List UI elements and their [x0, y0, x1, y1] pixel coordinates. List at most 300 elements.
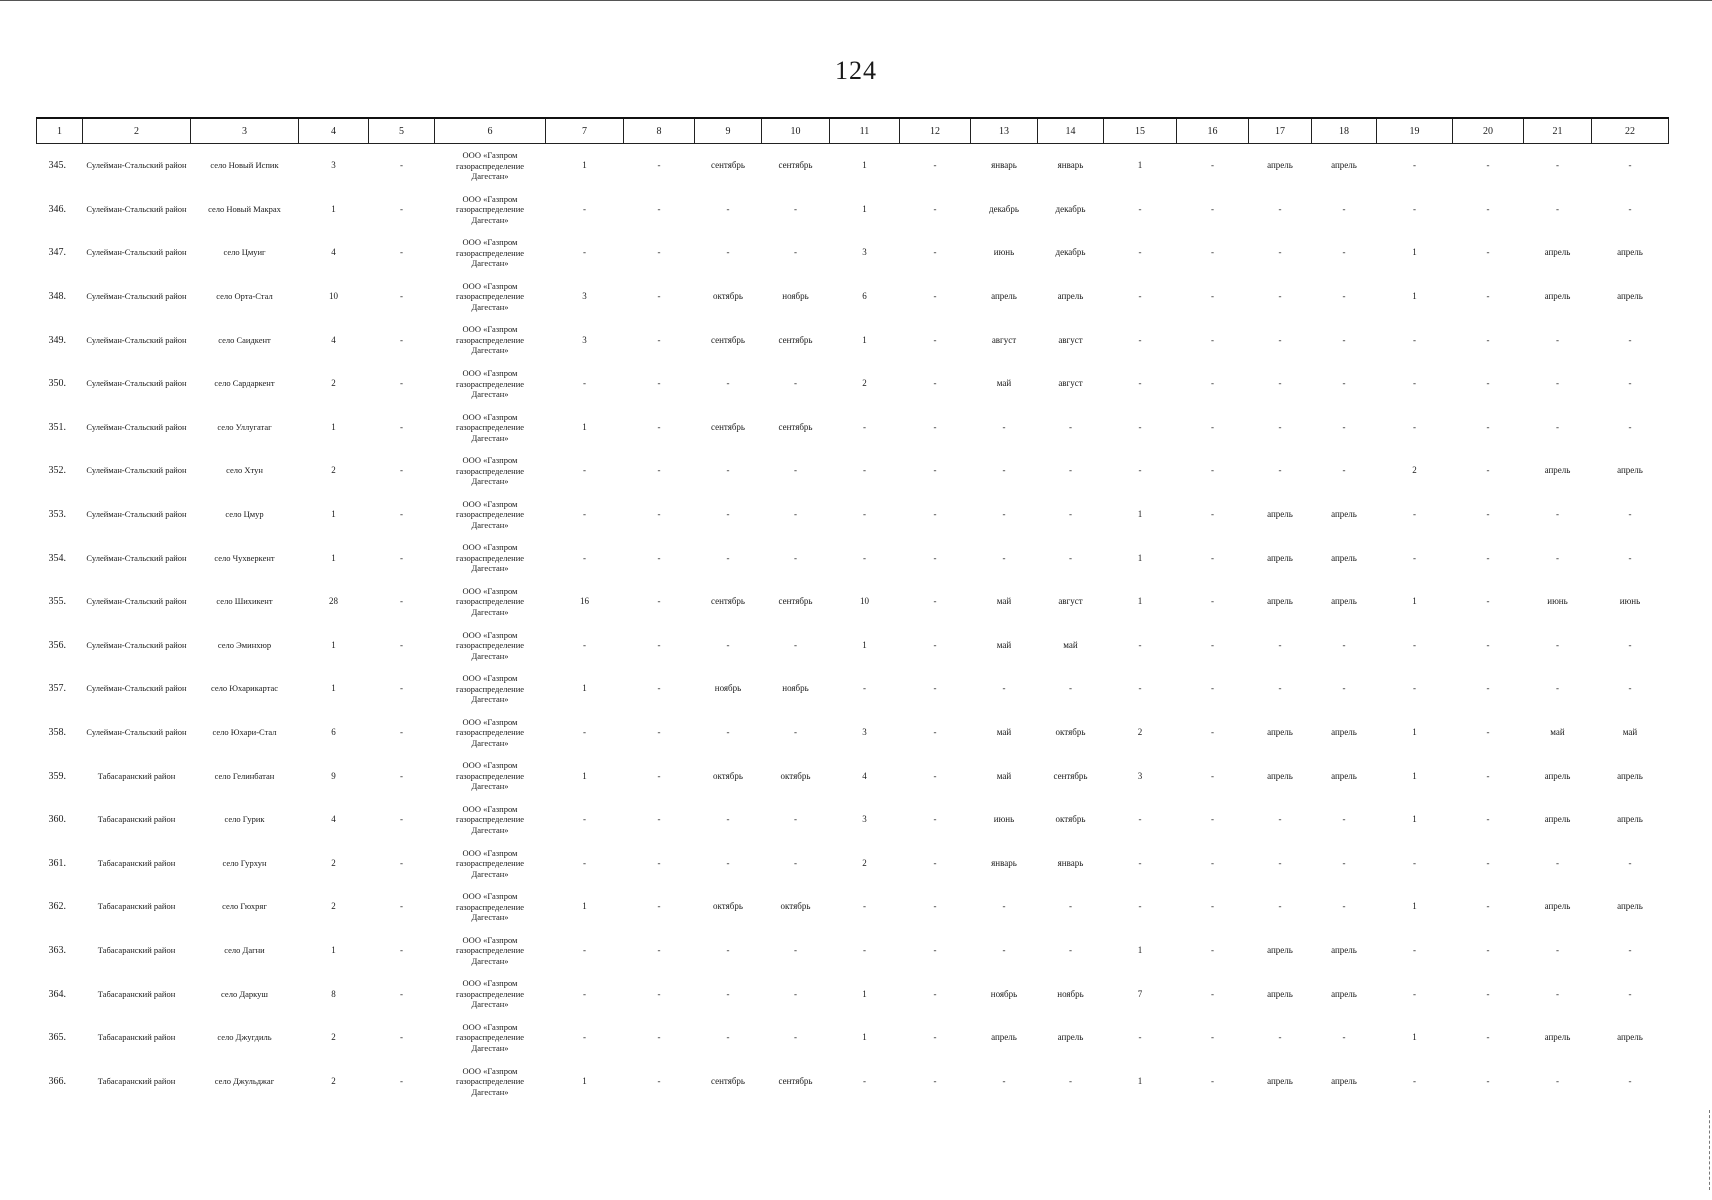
cell-col-20: -: [1486, 814, 1490, 825]
cell-col-12: -: [933, 944, 937, 955]
cell-col-16: -: [1211, 988, 1214, 999]
cell-col-18: -: [1342, 857, 1346, 868]
cell-col-1: 352.: [48, 465, 66, 477]
cell-col-7: -: [583, 1032, 586, 1043]
cell-col-14: -: [1069, 465, 1072, 476]
cell-col-4: 1: [331, 203, 336, 214]
cell-col-15: -: [1138, 465, 1142, 476]
cell-col-13: -: [1002, 683, 1006, 694]
cell-col-11: -: [863, 552, 866, 563]
cell-col-9: октябрь: [713, 291, 743, 302]
cell-col-9: октябрь: [713, 770, 743, 781]
cell-col-1: 357.: [48, 683, 66, 695]
cell-col-13: -: [1002, 509, 1006, 520]
cell-col-8: -: [657, 901, 661, 912]
cell-col-15: -: [1138, 814, 1142, 825]
cell-col-9: сентябрь: [710, 596, 746, 607]
top-scan-edge: [0, 0, 1712, 3]
cell-col-15: -: [1138, 683, 1142, 694]
cell-col-13: май: [996, 639, 1012, 650]
column-header-3: 3: [191, 118, 299, 144]
cell-col-20: -: [1486, 988, 1490, 999]
cell-col-9: сентябрь: [710, 160, 746, 171]
cell-col-4: 2: [331, 1075, 336, 1086]
cell-col-2: Сулейман-Стальский район: [86, 378, 187, 389]
cell-col-21: -: [1556, 683, 1559, 694]
cell-col-15: 7: [1137, 988, 1143, 999]
cell-col-6: ООО «Газпром газораспределение Дагестан»: [455, 847, 525, 879]
column-header-13: 13: [971, 118, 1038, 144]
cell-col-20: -: [1486, 1032, 1490, 1043]
cell-col-19: 1: [1412, 727, 1417, 738]
cell-col-16: -: [1211, 683, 1214, 694]
cell-col-6: ООО «Газпром газораспределение Дагестан»: [455, 150, 525, 182]
cell-col-19: -: [1413, 203, 1416, 214]
column-header-8: 8: [624, 118, 695, 144]
cell-col-18: апрель: [1331, 596, 1357, 607]
cell-col-7: 1: [582, 683, 587, 694]
cell-col-7: -: [583, 203, 586, 214]
cell-col-15: -: [1138, 901, 1142, 912]
cell-col-15: 3: [1137, 770, 1143, 781]
cell-col-13: январь: [991, 857, 1017, 868]
cell-col-21: апрель: [1544, 247, 1571, 258]
cell-col-9: -: [726, 988, 730, 999]
cell-col-12: -: [933, 552, 937, 563]
cell-col-10: октябрь: [780, 770, 811, 781]
cell-col-21: -: [1556, 378, 1559, 389]
cell-col-3: село Уллугатаг: [217, 421, 272, 432]
cell-col-17: -: [1278, 465, 1282, 476]
cell-col-10: сентябрь: [778, 596, 813, 607]
cell-col-8: -: [657, 814, 661, 825]
cell-col-4: 28: [329, 596, 338, 607]
cell-col-14: -: [1069, 944, 1072, 955]
cell-col-13: -: [1002, 552, 1006, 563]
cell-col-17: -: [1278, 1032, 1282, 1043]
cell-col-22: -: [1628, 509, 1632, 520]
cell-col-7: -: [583, 378, 586, 389]
cell-col-17: апрель: [1267, 552, 1293, 563]
page-number: 124: [835, 56, 877, 85]
cell-col-10: -: [794, 814, 797, 825]
table-body: [37, 144, 1669, 1104]
cell-col-3: село Юхари-Стал: [212, 727, 277, 738]
cell-col-2: Сулейман-Стальский район: [86, 639, 187, 650]
cell-col-9: -: [726, 552, 730, 563]
cell-col-15: -: [1138, 378, 1142, 389]
table-row: [37, 580, 1669, 624]
cell-col-5: -: [400, 727, 403, 738]
column-header-6: 6: [435, 118, 546, 144]
cell-col-12: -: [933, 378, 937, 389]
cell-col-5: -: [400, 465, 403, 476]
table-row: [37, 318, 1669, 362]
cell-col-19: 1: [1412, 901, 1417, 912]
cell-col-1: 349.: [48, 334, 66, 346]
cell-col-16: -: [1211, 291, 1214, 302]
cell-col-3: село Саидкент: [218, 334, 271, 345]
cell-col-20: -: [1486, 596, 1490, 607]
cell-col-14: январь: [1057, 857, 1084, 868]
cell-col-7: 1: [582, 1075, 587, 1086]
cell-col-20: -: [1486, 203, 1490, 214]
cell-col-10: -: [794, 1032, 797, 1043]
cell-col-2: Сулейман-Стальский район: [86, 552, 187, 563]
cell-col-5: -: [400, 1075, 403, 1086]
cell-col-3: село Цмуиг: [223, 247, 266, 258]
table-row: [37, 536, 1669, 580]
cell-col-12: -: [933, 683, 937, 694]
cell-col-20: -: [1486, 683, 1490, 694]
cell-col-12: -: [933, 727, 937, 738]
cell-col-5: -: [400, 596, 403, 607]
cell-col-5: -: [400, 639, 403, 650]
cell-col-11: 2: [862, 378, 867, 389]
cell-col-17: апрель: [1267, 988, 1293, 999]
cell-col-17: апрель: [1267, 727, 1293, 738]
cell-col-18: апрель: [1331, 727, 1357, 738]
cell-col-21: апрель: [1544, 770, 1571, 781]
cell-col-10: -: [794, 203, 797, 214]
cell-col-22: апрель: [1617, 465, 1643, 476]
cell-col-22: апрель: [1617, 901, 1643, 912]
cell-col-3: село Цмур: [225, 509, 264, 520]
cell-col-16: -: [1211, 160, 1214, 171]
cell-col-5: -: [400, 988, 403, 999]
cell-col-13: май: [996, 596, 1012, 607]
cell-col-8: -: [657, 465, 661, 476]
cell-col-22: апрель: [1617, 814, 1643, 825]
cell-col-8: -: [657, 727, 661, 738]
cell-col-12: -: [933, 814, 937, 825]
cell-col-1: 348.: [48, 291, 66, 303]
cell-col-11: -: [863, 944, 866, 955]
cell-col-21: -: [1556, 509, 1559, 520]
cell-col-16: -: [1211, 857, 1214, 868]
cell-col-5: -: [400, 378, 403, 389]
cell-col-15: -: [1138, 203, 1142, 214]
cell-col-2: Сулейман-Стальский район: [86, 509, 187, 520]
cell-col-8: -: [657, 770, 661, 781]
cell-col-10: -: [794, 509, 797, 520]
cell-col-9: -: [726, 1032, 730, 1043]
cell-col-14: декабрь: [1055, 247, 1086, 258]
cell-col-8: -: [657, 334, 661, 345]
cell-col-4: 1: [331, 944, 336, 955]
cell-col-20: -: [1486, 1075, 1490, 1086]
cell-col-21: май: [1550, 727, 1565, 738]
table-row: [37, 711, 1669, 755]
cell-col-13: май: [996, 378, 1012, 389]
cell-col-20: -: [1486, 378, 1490, 389]
gasification-table-container: [36, 117, 1668, 1103]
cell-col-19: -: [1413, 160, 1416, 171]
column-header-21: 21: [1524, 118, 1592, 144]
cell-col-7: 16: [580, 596, 589, 607]
cell-col-13: июнь: [993, 814, 1015, 825]
cell-col-5: -: [400, 509, 403, 520]
cell-col-2: Табасаранский район: [97, 857, 176, 868]
cell-col-1: 362.: [48, 901, 66, 913]
cell-col-8: -: [657, 160, 661, 171]
cell-col-10: ноябрь: [782, 291, 809, 302]
cell-col-19: -: [1413, 988, 1416, 999]
cell-col-7: -: [583, 247, 586, 258]
cell-col-10: сентябрь: [778, 1075, 813, 1086]
cell-col-4: 4: [331, 334, 336, 345]
table-row: [37, 842, 1669, 886]
table-row: [37, 144, 1669, 188]
cell-col-2: Сулейман-Стальский район: [86, 421, 187, 432]
cell-col-2: Табасаранский район: [97, 1075, 176, 1086]
cell-col-8: -: [657, 552, 661, 563]
cell-col-3: село Дагни: [224, 944, 265, 955]
cell-col-10: -: [794, 378, 797, 389]
cell-col-4: 1: [331, 683, 336, 694]
cell-col-5: -: [400, 944, 403, 955]
cell-col-8: -: [657, 857, 661, 868]
cell-col-5: -: [400, 770, 403, 781]
cell-col-18: апрель: [1331, 552, 1357, 563]
cell-col-22: -: [1628, 421, 1632, 432]
cell-col-11: -: [863, 421, 866, 432]
cell-col-20: -: [1486, 727, 1490, 738]
cell-col-17: апрель: [1267, 509, 1293, 520]
cell-col-4: 6: [331, 727, 336, 738]
cell-col-6: ООО «Газпром газораспределение Дагестан»: [455, 803, 525, 835]
cell-col-19: 1: [1412, 247, 1417, 258]
cell-col-11: 4: [862, 770, 867, 781]
cell-col-9: -: [726, 465, 730, 476]
cell-col-17: апрель: [1267, 770, 1293, 781]
cell-col-20: -: [1486, 465, 1490, 476]
cell-col-20: -: [1486, 901, 1490, 912]
column-number-header-row: [37, 118, 1669, 144]
cell-col-3: село Джугдиль: [217, 1032, 272, 1043]
cell-col-11: 1: [862, 203, 867, 214]
cell-col-14: август: [1058, 378, 1083, 389]
cell-col-12: -: [933, 465, 937, 476]
column-header-16: 16: [1177, 118, 1249, 144]
cell-col-22: -: [1628, 857, 1632, 868]
cell-col-22: июнь: [1619, 596, 1641, 607]
cell-col-7: -: [583, 857, 586, 868]
table-row: [37, 1016, 1669, 1060]
table-row: [37, 667, 1669, 711]
cell-col-2: Сулейман-Стальский район: [86, 683, 187, 694]
cell-col-10: -: [794, 552, 797, 563]
cell-col-5: -: [400, 421, 403, 432]
cell-col-9: сентябрь: [710, 334, 746, 345]
cell-col-19: -: [1413, 421, 1416, 432]
cell-col-17: -: [1278, 814, 1282, 825]
cell-col-18: -: [1342, 203, 1346, 214]
cell-col-20: -: [1486, 421, 1490, 432]
cell-col-16: -: [1211, 378, 1214, 389]
cell-col-22: апрель: [1617, 1032, 1643, 1043]
cell-col-4: 10: [329, 291, 338, 302]
cell-col-3: село Джульджаг: [214, 1075, 275, 1086]
cell-col-17: -: [1278, 291, 1282, 302]
cell-col-8: -: [657, 378, 661, 389]
cell-col-3: село Юхарикартас: [211, 683, 278, 694]
cell-col-22: -: [1628, 160, 1632, 171]
cell-col-19: -: [1413, 683, 1416, 694]
cell-col-22: -: [1628, 552, 1632, 563]
cell-col-3: село Эминхюр: [217, 639, 272, 650]
cell-col-18: -: [1342, 901, 1346, 912]
cell-col-15: -: [1138, 247, 1142, 258]
cell-col-1: 363.: [48, 944, 66, 956]
cell-col-15: 1: [1137, 509, 1143, 520]
cell-col-21: -: [1556, 203, 1559, 214]
cell-col-16: -: [1211, 1032, 1214, 1043]
cell-col-13: апрель: [991, 1032, 1017, 1043]
cell-col-5: -: [400, 901, 403, 912]
cell-col-5: -: [400, 203, 403, 214]
cell-col-18: апрель: [1331, 160, 1357, 171]
cell-col-19: -: [1413, 509, 1416, 520]
cell-col-14: -: [1069, 683, 1072, 694]
cell-col-19: -: [1413, 857, 1416, 868]
cell-col-16: -: [1211, 814, 1214, 825]
cell-col-13: -: [1002, 944, 1006, 955]
cell-col-8: -: [657, 509, 661, 520]
cell-col-12: -: [933, 988, 937, 999]
cell-col-11: 6: [862, 291, 867, 302]
cell-col-6: ООО «Газпром газораспределение Дагестан»: [455, 716, 525, 748]
cell-col-17: -: [1278, 857, 1282, 868]
cell-col-4: 4: [331, 814, 336, 825]
cell-col-7: -: [583, 988, 586, 999]
cell-col-4: 2: [331, 378, 336, 389]
cell-col-16: -: [1211, 465, 1214, 476]
cell-col-18: -: [1342, 639, 1346, 650]
cell-col-3: село Новый Испик: [210, 160, 279, 171]
cell-col-10: -: [794, 857, 797, 868]
cell-col-8: -: [657, 683, 661, 694]
cell-col-2: Сулейман-Стальский район: [86, 334, 187, 345]
cell-col-1: 360.: [48, 814, 66, 826]
cell-col-16: -: [1211, 727, 1214, 738]
cell-col-11: 3: [862, 814, 867, 825]
column-header-14: 14: [1038, 118, 1104, 144]
cell-col-22: -: [1628, 639, 1632, 650]
cell-col-14: ноябрь: [1057, 988, 1084, 999]
cell-col-22: -: [1628, 203, 1632, 214]
cell-col-21: апрель: [1544, 814, 1571, 825]
cell-col-19: -: [1413, 334, 1416, 345]
cell-col-1: 345.: [48, 160, 66, 172]
cell-col-16: -: [1211, 334, 1214, 345]
cell-col-1: 366.: [48, 1075, 66, 1087]
cell-col-17: -: [1278, 683, 1282, 694]
cell-col-1: 354.: [48, 552, 66, 564]
table-row: [37, 275, 1669, 319]
table-row: [37, 362, 1669, 406]
cell-col-16: -: [1211, 1075, 1214, 1086]
cell-col-17: -: [1278, 334, 1282, 345]
cell-col-15: -: [1138, 421, 1142, 432]
cell-col-19: 1: [1412, 291, 1417, 302]
column-header-12: 12: [900, 118, 971, 144]
cell-col-2: Сулейман-Стальский район: [86, 203, 187, 214]
cell-col-9: -: [726, 814, 730, 825]
cell-col-15: 1: [1137, 552, 1143, 563]
cell-col-10: -: [794, 247, 797, 258]
table-row: [37, 231, 1669, 275]
cell-col-11: -: [863, 683, 866, 694]
cell-col-3: село Гелинбатан: [214, 770, 275, 781]
cell-col-9: -: [726, 857, 730, 868]
column-header-2: 2: [83, 118, 191, 144]
cell-col-5: -: [400, 160, 403, 171]
table-row: [37, 754, 1669, 798]
cell-col-4: 1: [331, 421, 336, 432]
cell-col-18: апрель: [1331, 1075, 1357, 1086]
cell-col-11: -: [863, 1075, 866, 1086]
cell-col-11: 3: [862, 247, 867, 258]
cell-col-14: декабрь: [1055, 203, 1086, 214]
cell-col-14: август: [1058, 334, 1083, 345]
cell-col-18: -: [1342, 1032, 1346, 1043]
cell-col-6: ООО «Газпром газораспределение Дагестан»: [455, 498, 525, 530]
column-header-1: 1: [37, 118, 83, 144]
cell-col-13: январь: [991, 160, 1017, 171]
cell-col-6: ООО «Газпром газораспределение Дагестан»: [455, 411, 525, 443]
cell-col-6: ООО «Газпром газораспределение Дагестан»: [455, 934, 525, 966]
cell-col-6: ООО «Газпром газораспределение Дагестан»: [455, 368, 525, 400]
cell-col-18: -: [1342, 291, 1346, 302]
cell-col-7: -: [583, 814, 586, 825]
cell-col-4: 3: [331, 160, 336, 171]
cell-col-7: 1: [582, 770, 587, 781]
cell-col-20: -: [1486, 334, 1490, 345]
cell-col-15: 2: [1137, 727, 1143, 738]
cell-col-8: -: [657, 203, 661, 214]
cell-col-2: Табасаранский район: [97, 944, 176, 955]
cell-col-13: апрель: [991, 291, 1017, 302]
cell-col-14: апрель: [1057, 1032, 1084, 1043]
cell-col-19: 1: [1412, 814, 1417, 825]
cell-col-19: -: [1413, 944, 1416, 955]
cell-col-6: ООО «Газпром газораспределение Дагестан»: [455, 1065, 525, 1097]
cell-col-21: апрель: [1544, 1032, 1571, 1043]
cell-col-16: -: [1211, 509, 1214, 520]
cell-col-4: 1: [331, 639, 336, 650]
cell-col-12: -: [933, 291, 937, 302]
column-header-10: 10: [762, 118, 830, 144]
cell-col-15: 1: [1137, 160, 1143, 171]
cell-col-21: апрель: [1544, 465, 1571, 476]
cell-col-8: -: [657, 421, 661, 432]
table-row: [37, 972, 1669, 1016]
cell-col-13: -: [1002, 465, 1006, 476]
cell-col-3: село Хтун: [226, 465, 263, 476]
cell-col-12: -: [933, 901, 937, 912]
cell-col-14: -: [1069, 421, 1072, 432]
cell-col-3: село Даркуш: [221, 988, 268, 999]
column-header-15: 15: [1104, 118, 1177, 144]
cell-col-18: апрель: [1331, 944, 1357, 955]
cell-col-15: 1: [1137, 1075, 1143, 1086]
cell-col-16: -: [1211, 203, 1214, 214]
cell-col-15: 1: [1137, 944, 1143, 955]
cell-col-7: 1: [582, 421, 587, 432]
cell-col-14: август: [1058, 596, 1083, 607]
cell-col-7: -: [583, 727, 586, 738]
